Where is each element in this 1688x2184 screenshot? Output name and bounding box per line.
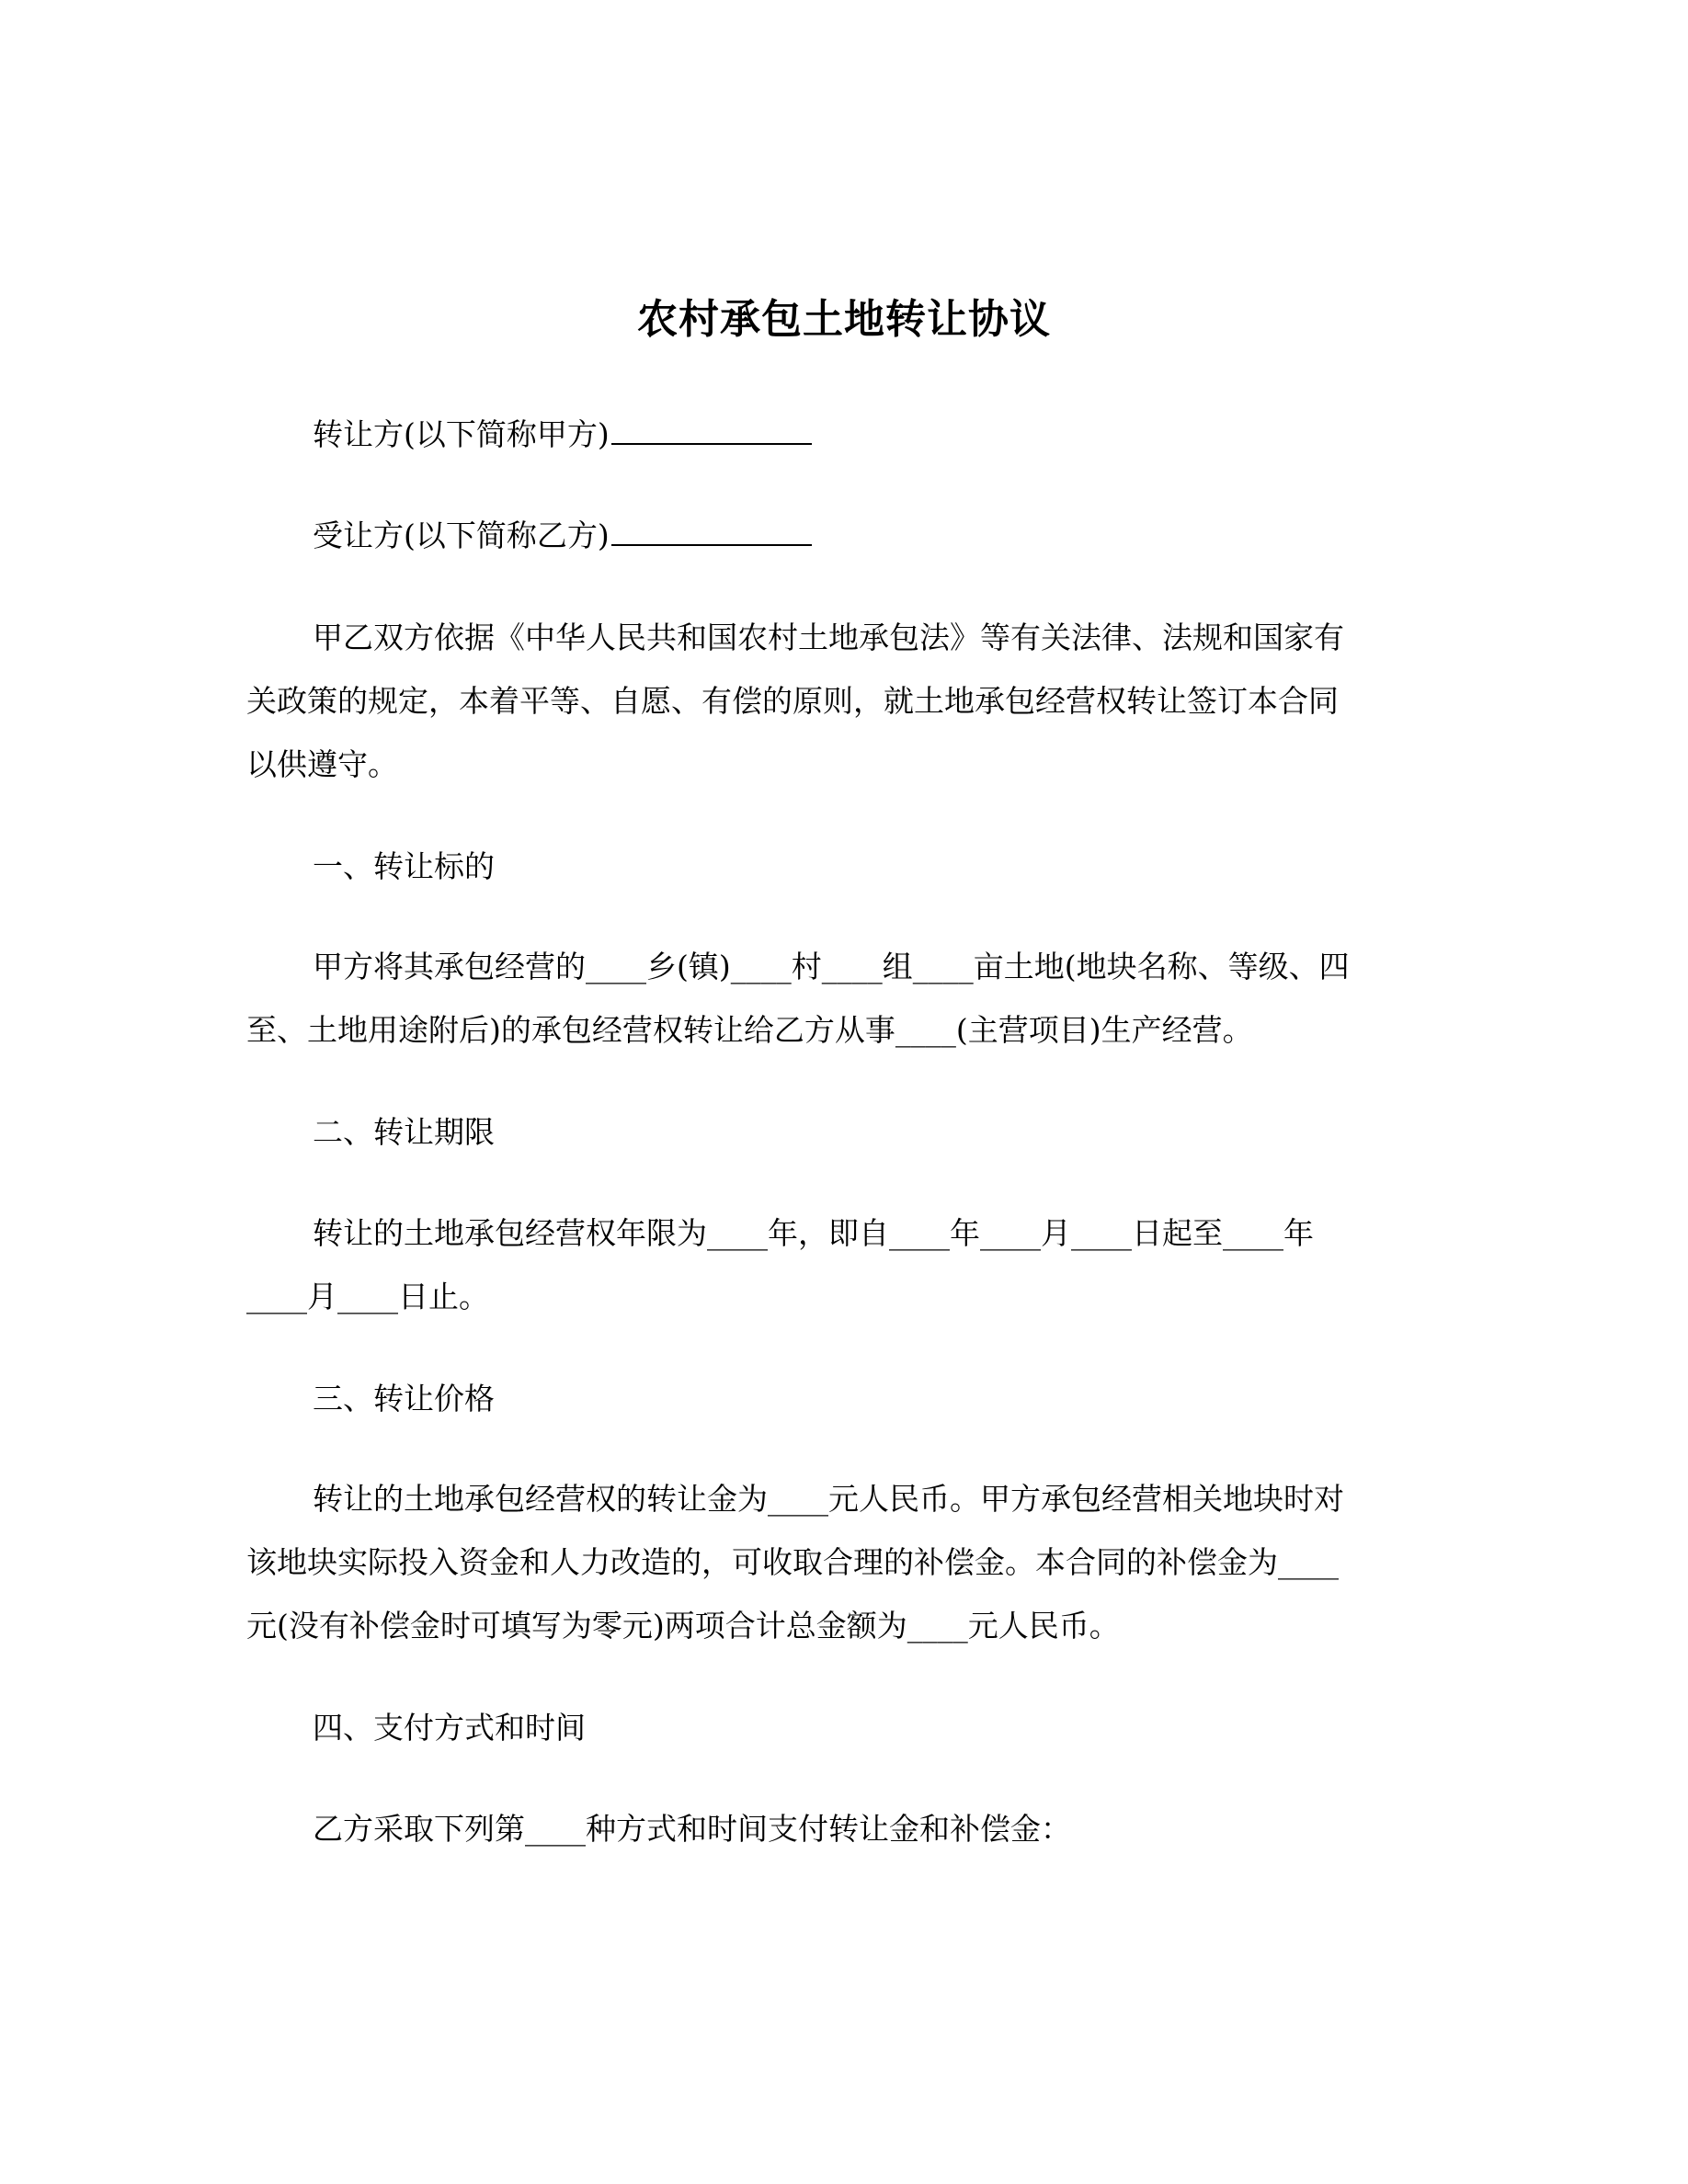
section-heading: 二、转让期限 [313, 1114, 495, 1150]
party-a-value [611, 415, 812, 445]
section-line: ____月____日止。 [246, 1279, 489, 1314]
section-line: 甲方将其承包经营的____乡(镇)____村____组____亩土地(地块名称、等级、四 [313, 949, 1350, 984]
preamble-line: 以供遵守。 [246, 746, 398, 782]
section-heading: 三、转让价格 [313, 1381, 495, 1416]
section-heading: 四、支付方式和时间 [313, 1710, 586, 1746]
preamble-line: 甲乙双方依据《中华人民共和国农村土地承包法》等有关法律、法规和国家有 [313, 620, 1344, 655]
section-line: 转让的土地承包经营权的转让金为____元人民币。甲方承包经营相关地块时对 [313, 1481, 1344, 1517]
document-title: 农村承包土地转让协议 [637, 296, 1051, 343]
preamble-line: 关政策的规定，本着平等、自愿、有偿的原则，就土地承包经营权转让签订本合同 [246, 683, 1339, 719]
party-a-line [313, 415, 1508, 455]
section-heading: 一、转让标的 [313, 848, 495, 884]
party-b-line [313, 516, 1508, 556]
section-line: 转让的土地承包经营权年限为____年，即自____年____月____日起至____年 [313, 1215, 1314, 1251]
party-b-value [611, 517, 812, 546]
party-b-label: 受让方(以下简称乙方) [313, 518, 610, 553]
section-line: 至、土地用途附后)的承包经营权转让给乙方从事____(主营项目)生产经营。 [246, 1012, 1253, 1048]
section-line: 乙方采取下列第____种方式和时间支付转让金和补偿金： [313, 1811, 1071, 1847]
party-a-label: 转让方(以下简称甲方) [313, 416, 610, 452]
section-line: 该地块实际投入资金和人力改造的，可收取合理的补偿金。本合同的补偿金为____ [246, 1544, 1339, 1580]
section-line: 元(没有补偿金时可填写为零元)两项合计总金额为____元人民币。 [246, 1608, 1120, 1644]
